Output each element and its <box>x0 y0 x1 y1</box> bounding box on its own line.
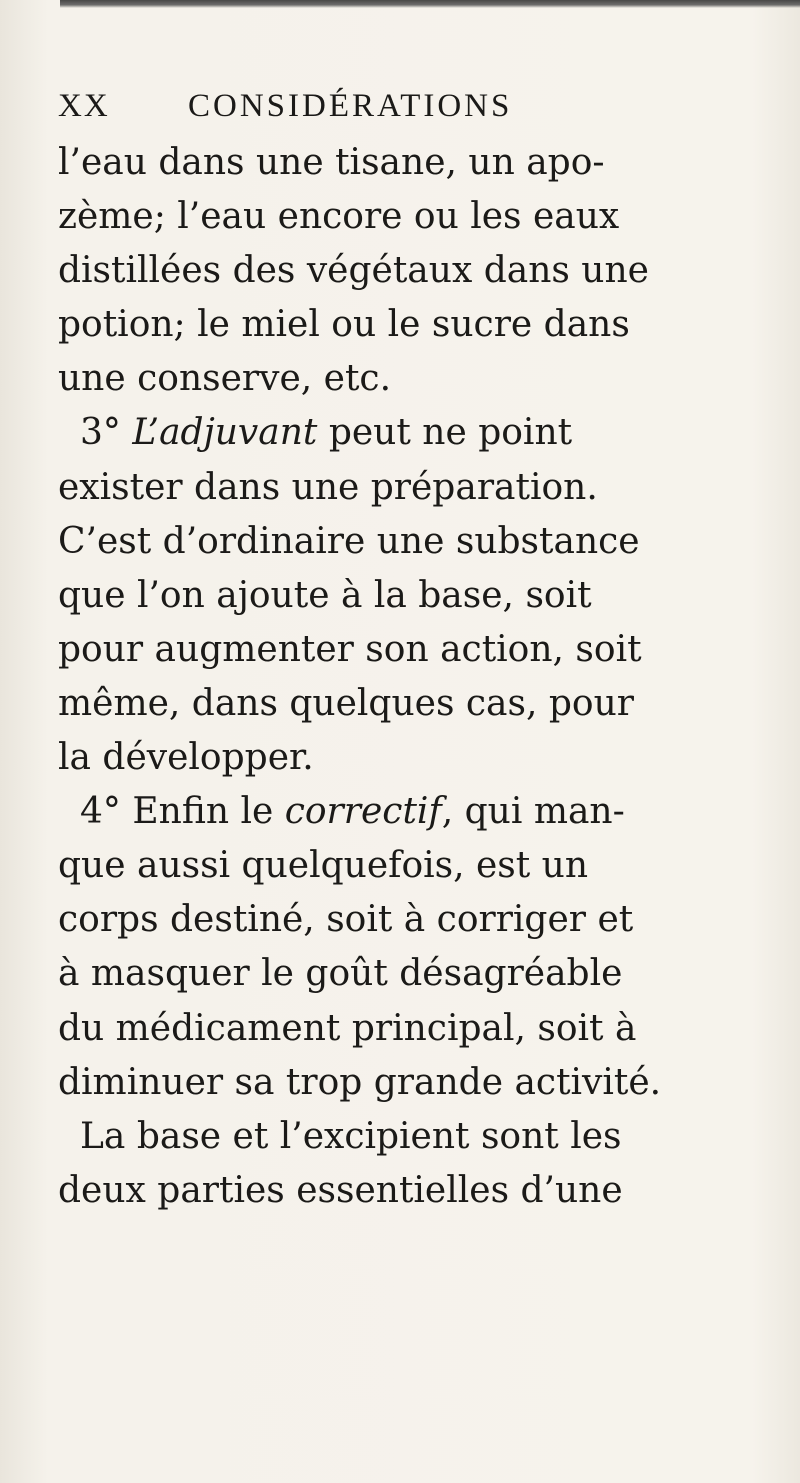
text-line: même, dans quelques cas, pour <box>58 682 634 724</box>
text-line: diminuer sa trop grande activité. <box>58 1061 662 1103</box>
body-text <box>58 136 788 1218</box>
text-line: l’eau dans une tisane, un apo- <box>58 142 605 183</box>
running-title: CONSIDÉRATIONS <box>188 88 513 124</box>
item-number-3: 3° <box>80 412 133 454</box>
text-line <box>58 785 788 839</box>
text-line: exister dans une préparation. <box>58 466 598 508</box>
text-line: à masquer le goût désagréable <box>58 953 623 995</box>
term-adjuvant: L’adjuvant <box>132 412 318 454</box>
item-number-4: 4° Enfin le <box>80 791 285 833</box>
text-line <box>58 406 788 460</box>
text-line: C’est d’ordinaire une substance <box>58 520 640 562</box>
text-line: la développer. <box>58 737 314 779</box>
text-line: une conserve, etc. <box>58 358 392 400</box>
running-header <box>58 88 758 132</box>
text-line: La base et l’excipient sont les <box>80 1115 622 1157</box>
text-line: que aussi quelquefois, est un <box>58 845 589 887</box>
page-top-edge <box>60 0 800 8</box>
line-continuation: peut ne point <box>317 412 573 454</box>
line-continuation: , qui man- <box>441 791 625 833</box>
text-line: potion; le miel ou le sucre dans <box>58 304 630 346</box>
text-line: distillées des végétaux dans une <box>58 250 649 292</box>
text-line: du médicament principal, soit à <box>58 1007 637 1049</box>
text-line: corps destiné, soit à corriger et <box>58 899 634 941</box>
text-line: deux parties essentielles d’une <box>58 1169 623 1211</box>
text-line: pour augmenter son action, soit <box>58 628 642 670</box>
term-correctif: correctif <box>284 791 442 833</box>
text-line: zème; l’eau encore ou les eaux <box>58 196 620 238</box>
text-line: que l’on ajoute à la base, soit <box>58 574 592 616</box>
page-number: XX <box>58 88 110 124</box>
